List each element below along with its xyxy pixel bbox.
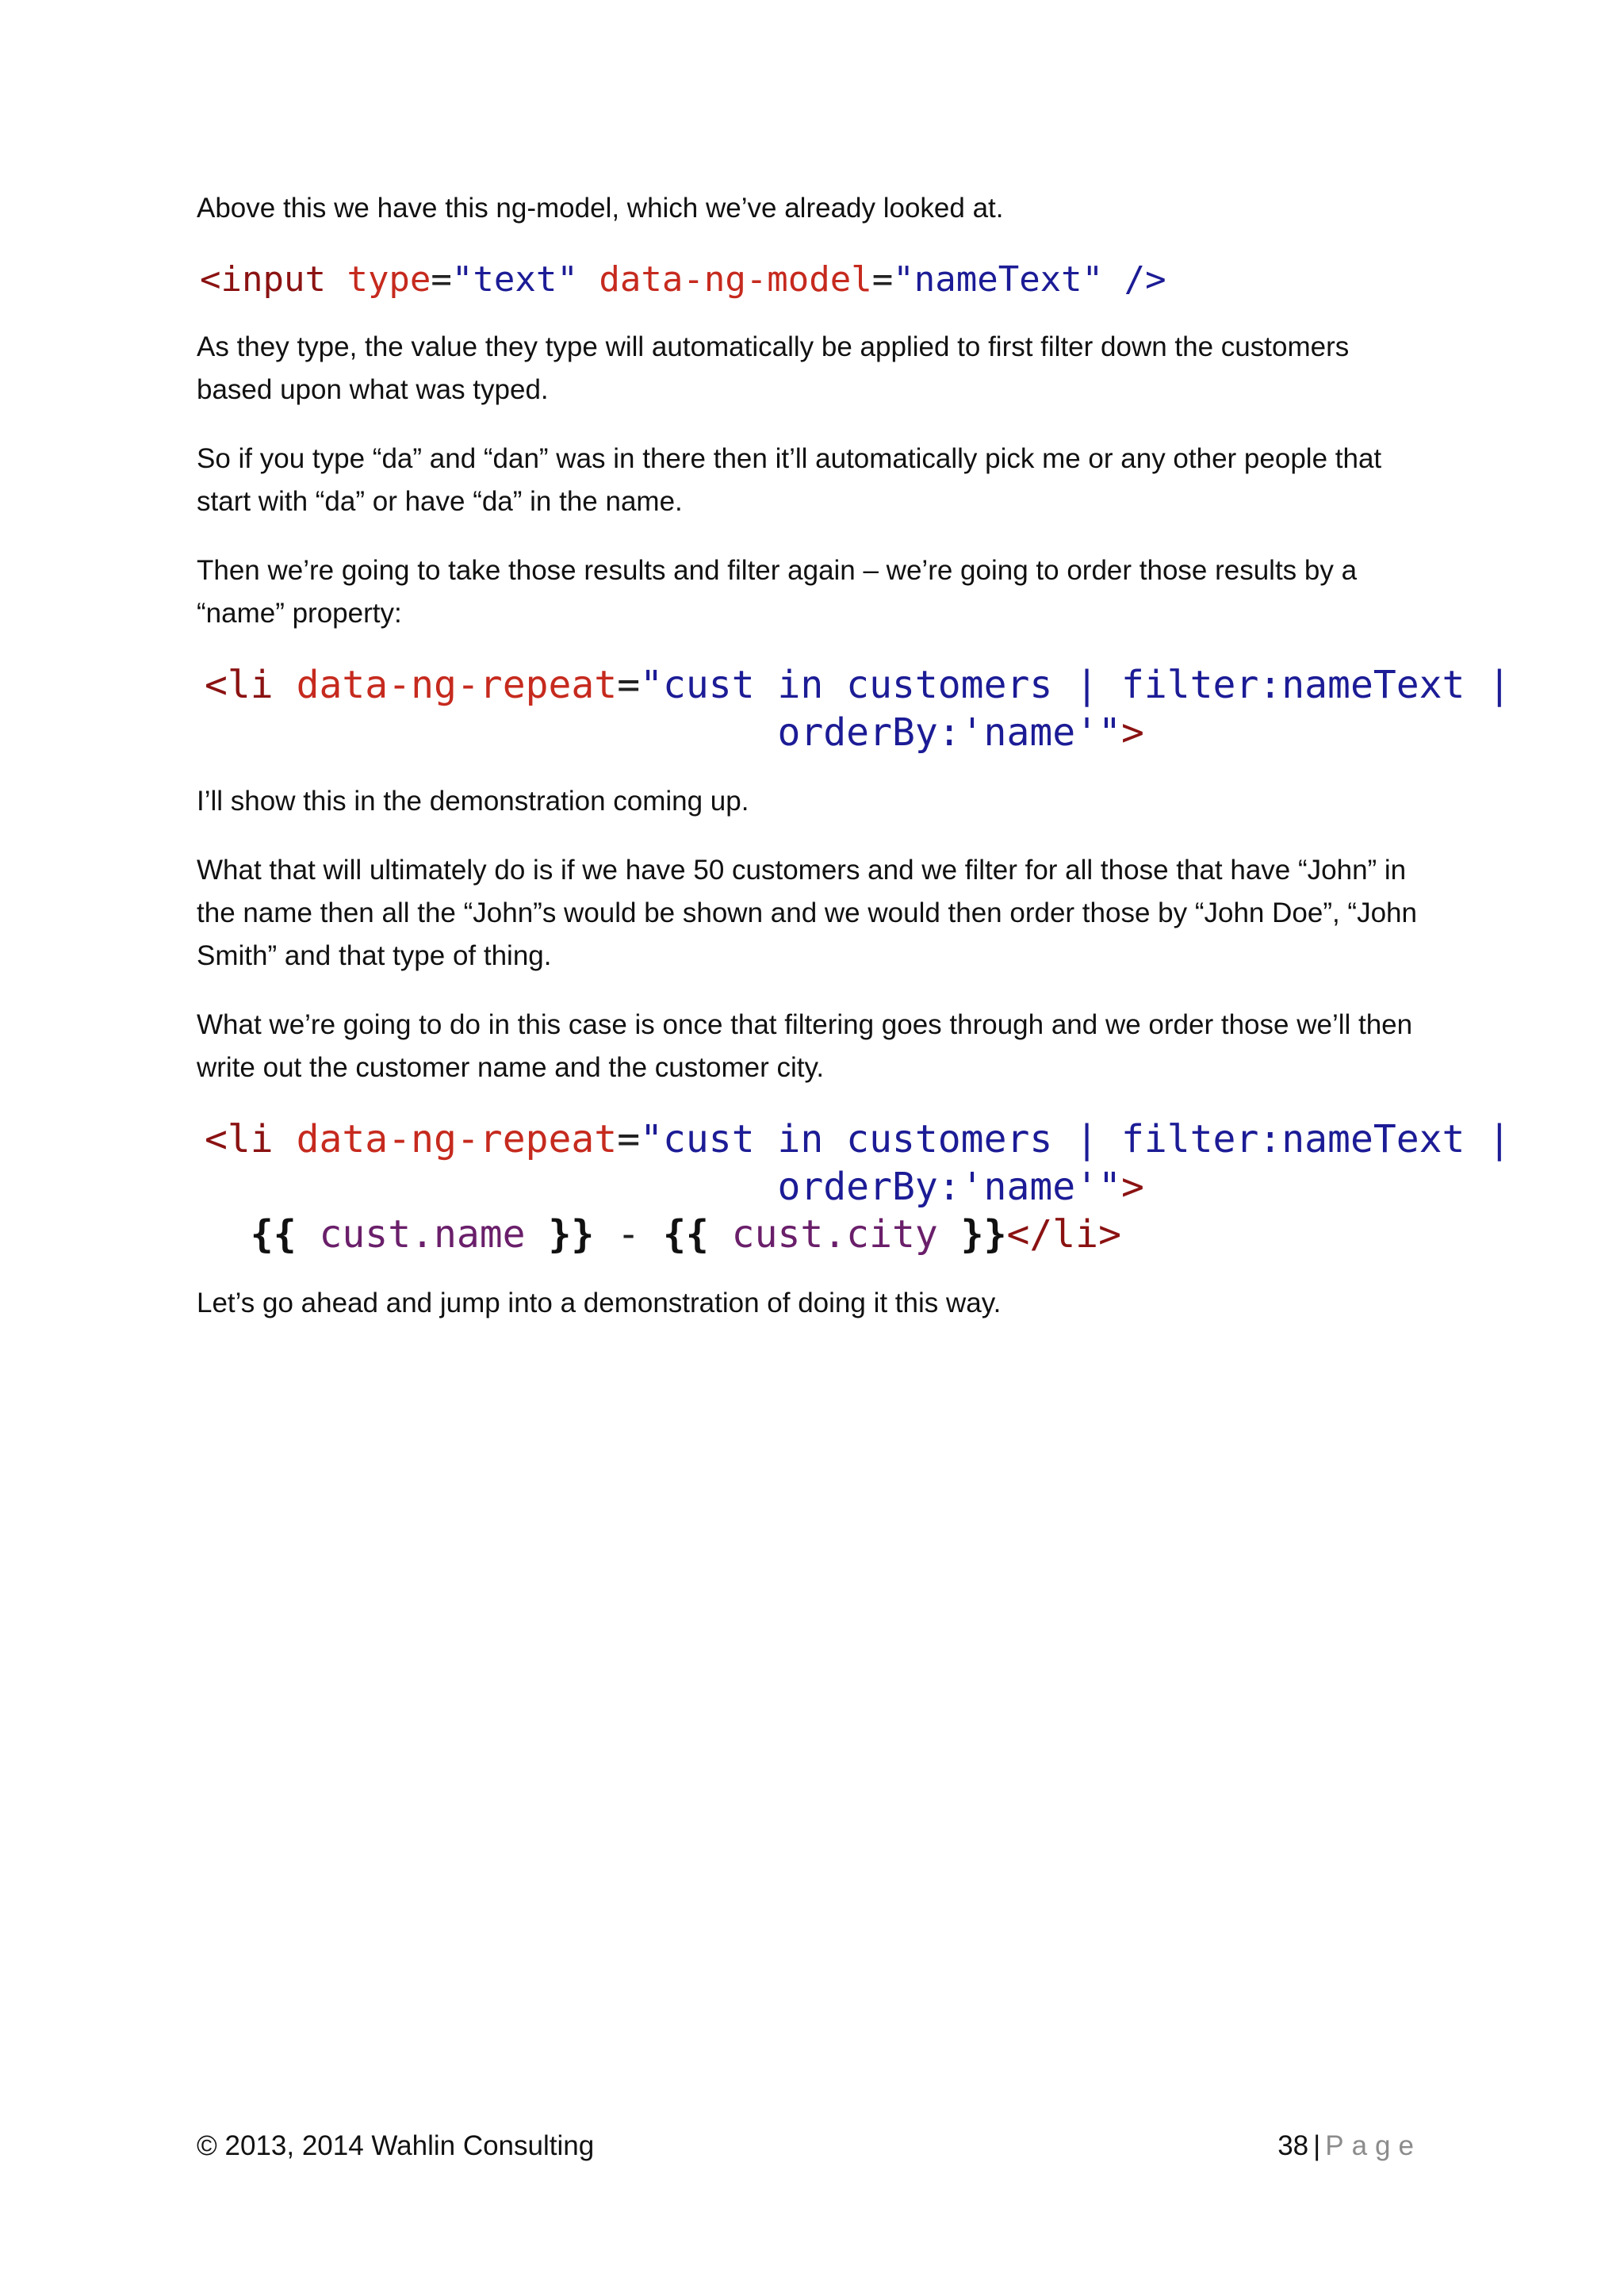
paragraph-text: Let’s go ahead and jump into a demonstration of doing it this way. (197, 1288, 1002, 1318)
paragraph-line: So if you type “da” and “dan” was in there then it’ll automatically pick me or any other people that (197, 443, 1382, 474)
code-token-attr: type (347, 259, 431, 300)
code-token-brace: {{ (662, 1212, 709, 1257)
code-indent (205, 1212, 251, 1257)
paragraph-line: “name” property: (197, 598, 402, 629)
paragraph-line: What that will ultimately do is if we have 50 customers and we filter for all those that have “John” in (197, 855, 1407, 886)
code-indent (205, 710, 777, 755)
code-token-eq: = (871, 259, 894, 300)
code-line (205, 1163, 1434, 1211)
code-token-eq: = (431, 259, 452, 300)
code-token-expression: cust.name (296, 1212, 549, 1257)
code-token-expression: cust.city (708, 1212, 961, 1257)
code-token-close: /> (1124, 259, 1166, 300)
code-line (205, 1115, 1511, 1163)
page-label: Page (1325, 2130, 1422, 2161)
code-token-string: "cust in customers | filter:nameText | (640, 1117, 1511, 1161)
code-token-string: "text" (451, 259, 578, 300)
paragraph-as-they-type (197, 326, 1434, 411)
footer-separator: | (1313, 2130, 1321, 2161)
page-number: 38 (1277, 2130, 1309, 2161)
code-token-dash: - (594, 1212, 663, 1257)
code-line (205, 709, 1434, 756)
paragraph-line: based upon what was typed. (197, 374, 549, 405)
paragraph-line: start with “da” or have “da” in the name. (197, 486, 683, 517)
code-token-string: "nameText" (893, 259, 1104, 300)
footer-page-indicator (1277, 2125, 1422, 2168)
code-token-string: "cust in customers | filter:nameText | (640, 663, 1511, 707)
code-snippet-input (200, 256, 1434, 304)
paragraph-example (197, 438, 1434, 523)
paragraph-line: What we’re going to do in this case is once that filtering goes through and we order those we’ll then (197, 1009, 1413, 1040)
paragraph-line: write out the customer name and the customer city. (197, 1052, 825, 1083)
paragraph-jump-demo (197, 1282, 1434, 1325)
paragraph-line: Then we’re going to take those results and filter again – we’re going to order those results by a (197, 555, 1358, 586)
code-token-brace: }} (960, 1212, 1007, 1257)
code-token-tag: <li (205, 663, 274, 707)
code-token-brace: {{ (250, 1212, 297, 1257)
code-token-tag: <input (200, 259, 326, 300)
paragraph-ultimately (197, 849, 1434, 978)
code-line (200, 256, 1434, 304)
code-token-tag: > (1120, 1165, 1144, 1209)
code-token-eq: = (617, 1117, 641, 1161)
paragraph-line: the name then all the “John”s would be shown and we would then order those by “John Doe”, “John (197, 897, 1417, 928)
code-token-tag: <li (205, 1117, 274, 1161)
code-token-tag: </li> (1006, 1212, 1121, 1257)
paragraph-demo-coming (197, 780, 1434, 823)
code-token-brace: }} (548, 1212, 595, 1257)
code-indent (205, 1165, 777, 1209)
code-snippet-repeat-binding (205, 1115, 1511, 1258)
paragraph-write-out (197, 1004, 1434, 1089)
paragraph-line: Smith” and that type of thing. (197, 940, 552, 971)
code-token-attr: data-ng-model (599, 259, 872, 300)
code-snippet-repeat (205, 661, 1511, 756)
paragraph-text: I’ll show this in the demonstration coming up. (197, 786, 749, 817)
code-token-attr: data-ng-repeat (296, 1117, 618, 1161)
code-token-string: orderBy:'name'" (777, 1165, 1121, 1209)
page-footer (197, 2125, 1422, 2168)
paragraph-filter-again (197, 549, 1434, 635)
paragraph-line: As they type, the value they type will automatically be applied to first filter down the customers (197, 331, 1350, 362)
footer-copyright: © 2013, 2014 Wahlin Consulting (197, 2130, 595, 2161)
code-token-attr: data-ng-repeat (296, 663, 618, 707)
code-token-string: orderBy:'name'" (777, 710, 1121, 755)
paragraph-text: Above this we have this ng-model, which we’ve already looked at. (197, 193, 1004, 224)
code-line (205, 661, 1511, 709)
paragraph-intro (197, 187, 1434, 230)
code-token-tag: > (1120, 710, 1144, 755)
code-token-eq: = (617, 663, 641, 707)
page-content (197, 187, 1511, 1351)
code-line (205, 1211, 1434, 1258)
